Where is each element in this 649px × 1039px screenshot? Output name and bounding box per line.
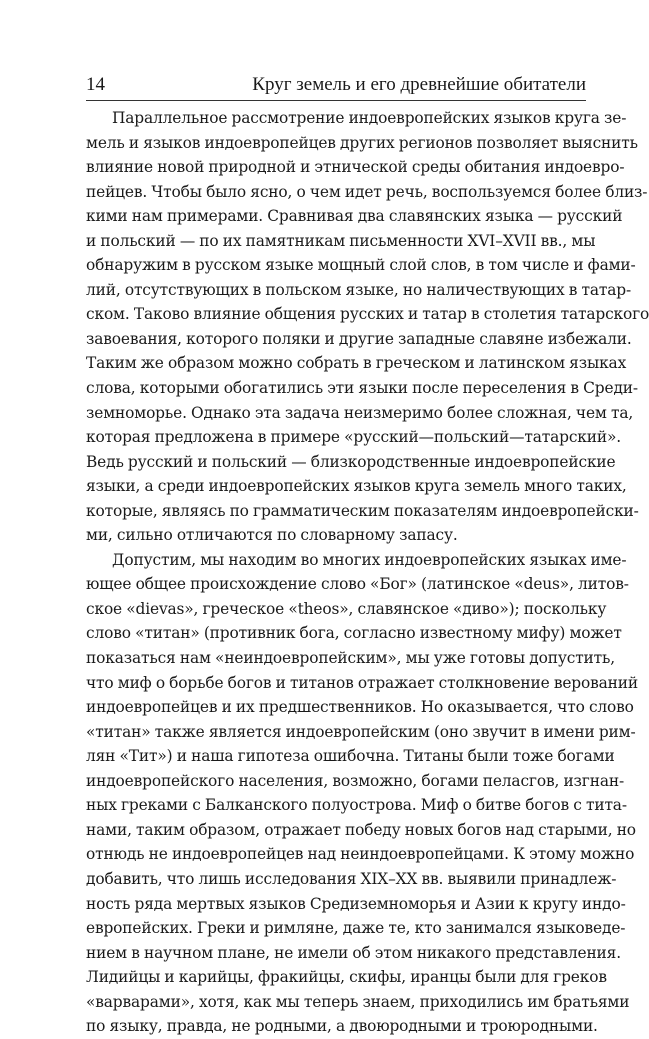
text-line: земноморье. Однако эта задача неизмеримо более сложная, чем та, [86, 403, 634, 422]
text-line: кими нам примерами. Сравнивая два славянских языка — русский [86, 207, 623, 226]
text-line: показаться нам «неиндоевропейским», мы уже готовы допустить, [86, 649, 616, 668]
text-line: «варварами», хотя, как мы теперь знаем, приходились им братьями [86, 992, 630, 1011]
text-line: ных греками с Балканского полуострова. Миф о битве богов с тита- [86, 796, 627, 815]
text-line: которая предложена в примере «русский—польский—татарский». [86, 428, 621, 447]
text-line: Ведь русский и польский — близкородственные индоевропейские [86, 452, 616, 471]
text-line: индоевропейцев и их предшественников. Но оказывается, что слово [86, 698, 634, 717]
text-line: добавить, что лишь исследования XIX–XX вв. выявили принадлеж- [86, 869, 617, 888]
text-line: по языку, правда, не родными, а двоюродными и троюродными. [86, 1017, 598, 1036]
text-line: нием в научном плане, не имели об этом никакого представления. [86, 943, 621, 962]
text-line: ми, сильно отличаются по словарному запасу. [86, 526, 458, 545]
text-line: ность ряда мертвых языков Средиземноморья и Азии к кругу индо- [86, 894, 626, 913]
text-line: лий, отсутствующих в польском языке, но наличествующих в татар- [86, 280, 632, 299]
text-line: индоевропейского населения, возможно, богами пеласгов, изгнан- [86, 771, 625, 790]
text-line: обнаружим в русском языке мощный слой слов, в том числе и фами- [86, 256, 636, 275]
paragraph-1 [86, 106, 649, 548]
text-line: слово «титан» (противник бога, согласно известному мифу) может [86, 624, 622, 643]
text-line: ское «dievas», греческое «theos», славянское «диво»); поскольку [86, 599, 607, 618]
page-header [86, 73, 586, 97]
text-line: Таким же образом можно собрать в греческом и латинском языках [86, 354, 627, 373]
paragraph-2 [86, 548, 638, 1039]
text-line: что миф о борьбе богов и титанов отражает столкновение верований [86, 673, 638, 692]
text-line: которые, являясь по грамматическим показателям индоевропейски- [86, 501, 639, 520]
text-line: ском. Таково влияние общения русских и татар в столетия татарского [86, 305, 649, 324]
text-line: и польский — по их памятникам письменности XVI–XVII вв., мы [86, 231, 596, 250]
text-line: отнюдь не индоевропейцев над неиндоевропейцами. К этому можно [86, 845, 635, 864]
text-line: лян «Тит») и наша гипотеза ошибочна. Титаны были тоже богами [86, 747, 615, 766]
text-line: Допустим, мы находим во многих индоевропейских языках име- [112, 550, 627, 569]
text-line: европейских. Греки и римляне, даже те, кто занимался языковеде- [86, 919, 626, 938]
text-line: завоевания, которого поляки и другие западные славяне избежали. [86, 329, 632, 348]
text-line: нами, таким образом, отражает победу новых богов над старыми, но [86, 820, 636, 839]
header-rule [86, 100, 586, 101]
text-line: слова, которыми обогатились эти языки после переселения в Среди- [86, 379, 638, 398]
text-line: языки, а среди индоевропейских языков круга земель много таких, [86, 477, 627, 496]
text-line: ющее общее происхождение слово «Бог» (латинское «deus», литов- [86, 575, 629, 594]
text-line: влияние новой природной и этнической среды обитания индоевро- [86, 158, 625, 177]
text-line: «титан» также является индоевропейским (оно звучит в имени рим- [86, 722, 636, 741]
text-line: Лидийцы и карийцы, фракийцы, скифы, иранцы были для греков [86, 968, 607, 987]
text-line: Параллельное рассмотрение индоевропейских языков круга зе- [112, 109, 627, 127]
text-line: пейцев. Чтобы было ясно, о чем идет речь, воспользуемся более близ- [86, 182, 648, 201]
text-body [86, 106, 649, 1039]
text-line: мель и языков индоевропейцев других регионов позволяет выяснить [86, 133, 638, 152]
running-title: Круг земель и его древнейшие обитатели [252, 74, 586, 95]
page-number: 14 [86, 74, 105, 95]
